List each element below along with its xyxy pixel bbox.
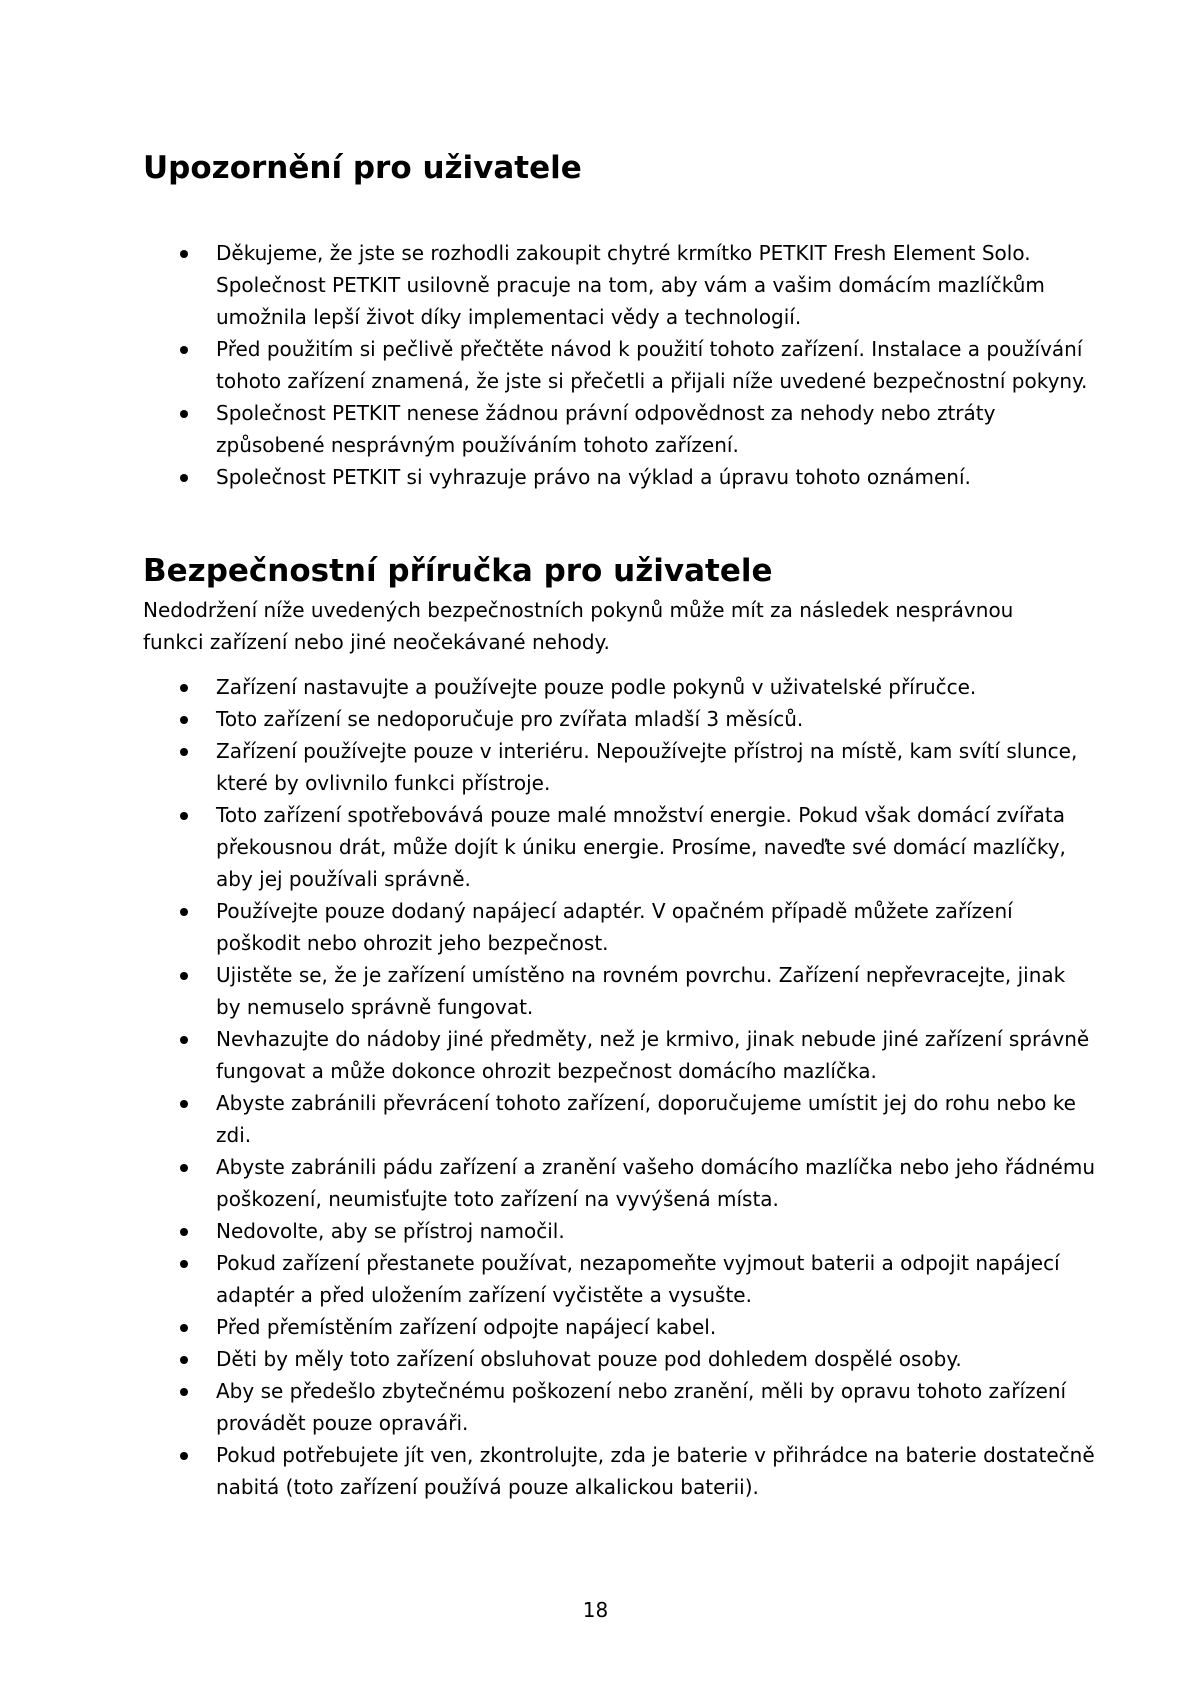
list-item: [0, 799, 1096, 895]
list-item-text: Abyste zabránili převrácení tohoto zařízení, doporučujeme umístit jej do rohu nebo ke zdi.: [216, 1091, 1076, 1147]
safety-intro-paragraph: Nedodržení níže uvedených bezpečnostních pokynů může mít za následek nesprávnou funkci zařízení nebo jiné neočekávané nehody.: [143, 598, 1014, 654]
list-item: [0, 959, 1096, 1023]
list-item-text: Ujistěte se, že je zařízení umístěno na rovném povrchu. Zařízení nepřevracejte, jinak by nemuselo správně fungovat.: [216, 963, 1066, 1019]
list-item: [0, 1087, 1096, 1151]
bullet-icon: [180, 1228, 188, 1236]
list-item: [0, 1215, 1096, 1247]
list-item-text: Společnost PETKIT si vyhrazuje právo na výklad a úpravu tohoto oznámení.: [216, 465, 971, 489]
list-item-text: Zařízení nastavujte a používejte pouze podle pokynů v uživatelské příručce.: [216, 675, 977, 699]
bullet-icon: [180, 1356, 188, 1364]
list-item-text: Toto zařízení se nedoporučuje pro zvířata mladší 3 měsíců.: [216, 707, 804, 731]
bullet-icon: [180, 812, 188, 820]
list-item: [0, 461, 1096, 493]
list-item-text: Společnost PETKIT nenese žádnou právní odpovědnost za nehody nebo ztráty způsobené nesprávným používáním tohoto zařízení.: [216, 401, 996, 457]
list-item-text: Aby se předešlo zbytečnému poškození nebo zranění, měli by opravu tohoto zařízení provádět pouze opraváři.: [216, 1379, 1067, 1435]
safety-instructions-list: [0, 671, 1096, 1503]
user-notice-list: [0, 237, 1096, 493]
bullet-icon: [180, 1324, 188, 1332]
bullet-icon: [180, 1452, 188, 1460]
list-item: [0, 1343, 1096, 1375]
list-item-text: Používejte pouze dodaný napájecí adaptér. V opačném případě můžete zařízení poškodit nebo ohrozit jeho bezpečnost.: [216, 899, 1013, 955]
bullet-icon: [180, 1164, 188, 1172]
bullet-icon: [180, 250, 188, 258]
bullet-icon: [180, 474, 188, 482]
bullet-icon: [180, 346, 188, 354]
bullet-icon: [180, 1260, 188, 1268]
list-item-text: Pokud zařízení přestanete používat, nezapomeňte vyjmout baterii a odpojit napájecí adaptér a před uložením zařízení vyčistěte a vysušte.: [216, 1251, 1060, 1307]
list-item: [0, 333, 1096, 397]
bullet-icon: [180, 1036, 188, 1044]
list-item-text: Nedovolte, aby se přístroj namočil.: [216, 1219, 565, 1243]
list-item: [0, 397, 1096, 461]
bullet-icon: [180, 716, 188, 724]
bullet-icon: [180, 1388, 188, 1396]
list-item: [0, 1023, 1096, 1087]
list-item: [0, 895, 1096, 959]
list-item: [0, 735, 1096, 799]
bullet-icon: [180, 972, 188, 980]
list-item: [0, 1375, 1096, 1439]
page-number: 18: [582, 1598, 609, 1622]
bullet-icon: [180, 684, 188, 692]
bullet-icon: [180, 908, 188, 916]
list-item-text: Zařízení používejte pouze v interiéru. Nepoužívejte přístroj na místě, kam svítí slunce, které by ovlivnilo funkci přístroje.: [216, 739, 1078, 795]
list-item-text: Abyste zabránili pádu zařízení a zranění vašeho domácího mazlíčka nebo jeho řádnému poškození, neumisťujte toto zařízení na vyvýšená místa.: [216, 1155, 1096, 1211]
list-item-text: Děkujeme, že jste se rozhodli zakoupit chytré krmítko PETKIT Fresh Element Solo. Společnost PETKIT usilovně pracuje na tom, aby vám a vašim domácím mazlíčkům umožnila lepší život díky implementaci vědy a technologií.: [216, 241, 1045, 329]
list-item-text: Toto zařízení spotřebovává pouze malé množství energie. Pokud však domácí zvířata překousnou drát, může dojít k úniku energie. Prosíme, naveďte své domácí mazlíčky, aby jej používali správně.: [216, 803, 1066, 891]
bullet-icon: [180, 748, 188, 756]
list-item-text: Před přemístěním zařízení odpojte napájecí kabel.: [216, 1315, 717, 1339]
list-item: [0, 1311, 1096, 1343]
list-item-text: Před použitím si pečlivě přečtěte návod k použití tohoto zařízení. Instalace a používání tohoto zařízení znamená, že jste si přečetli a přijali níže uvedené bezpečnostní pokyny.: [216, 337, 1088, 393]
bullet-icon: [180, 1100, 188, 1108]
list-item: [0, 703, 1096, 735]
list-item: [0, 1151, 1096, 1215]
section-title-user-notice: Upozornění pro uživatele: [143, 150, 582, 186]
list-item: [0, 1247, 1096, 1311]
list-item-text: Nevhazujte do nádoby jiné předměty, než je krmivo, jinak nebude jiné zařízení správně fungovat a může dokonce ohrozit bezpečnost domácího mazlíčka.: [216, 1027, 1090, 1083]
list-item-text: Pokud potřebujete jít ven, zkontrolujte, zda je baterie v přihrádce na baterie dostatečně nabitá (toto zařízení používá pouze alkalickou baterii).: [216, 1443, 1095, 1499]
section-title-safety-guide: Bezpečnostní příručka pro uživatele: [143, 553, 773, 589]
bullet-icon: [180, 410, 188, 418]
list-item-text: Děti by měly toto zařízení obsluhovat pouze pod dohledem dospělé osoby.: [216, 1347, 962, 1371]
list-item: [0, 1439, 1096, 1503]
list-item: [0, 671, 1096, 703]
list-item: [0, 237, 1096, 333]
